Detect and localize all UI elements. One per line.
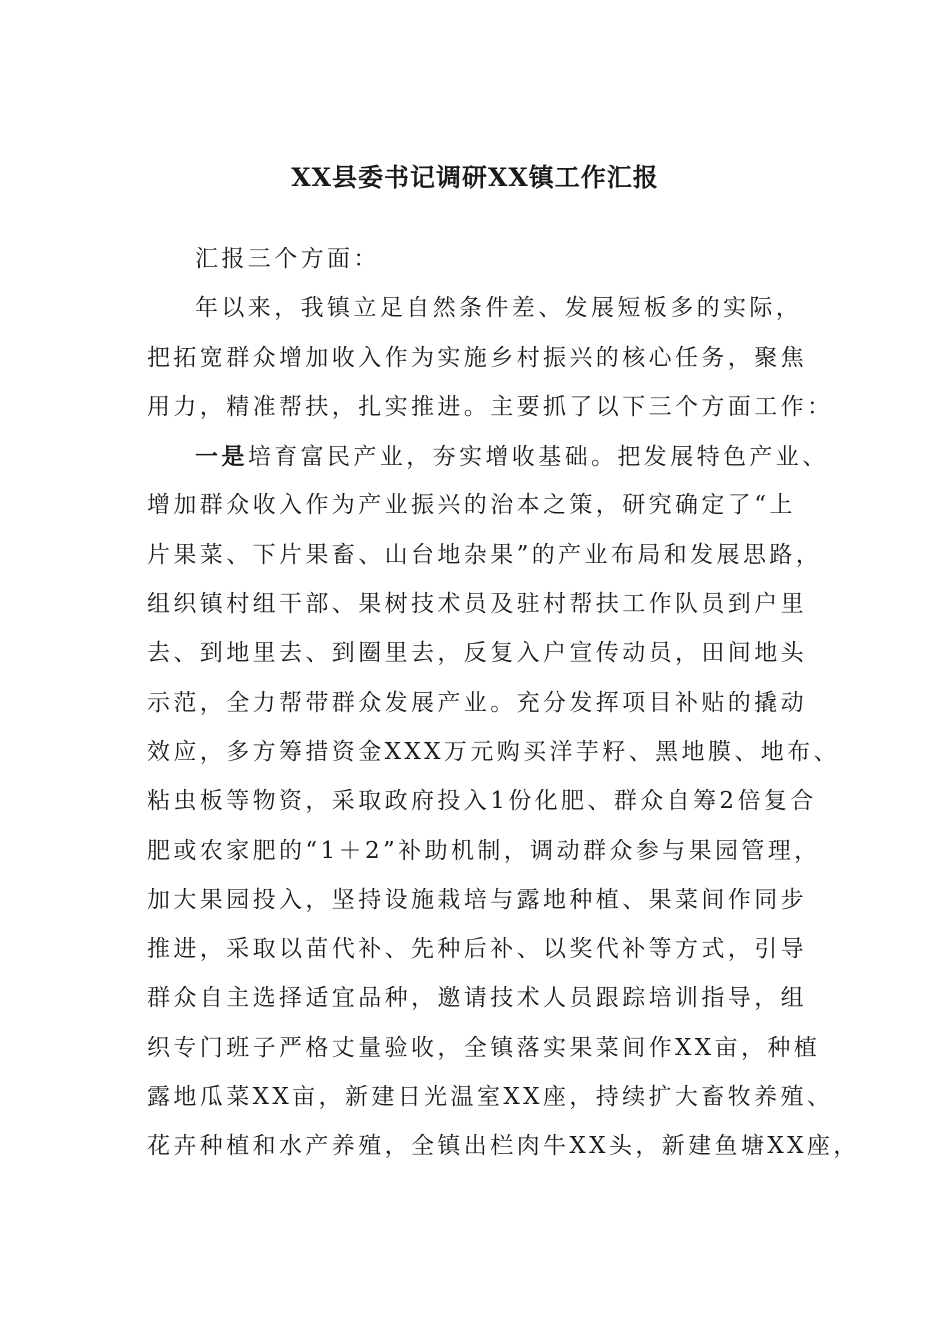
paragraph-line: 效应，多方筹措资金XXX万元购买洋芋籽、黑地膜、地布、 — [147, 738, 840, 765]
paragraph-line: 露地瓜菜XX亩，新建日光温室XX座，持续扩大畜牧养殖、 — [147, 1084, 834, 1111]
paragraph-line: 片果菜、下片果畜、山台地杂果”的产业布局和发展思路， — [147, 541, 823, 568]
paragraph-line: 把拓宽群众增加收入作为实施乡村振兴的核心任务，聚焦 — [147, 344, 807, 371]
document-title: XX县委书记调研XX镇工作汇报 — [291, 163, 659, 192]
paragraph-line: 用力，精准帮扶，扎实推进。主要抓了以下三个方面工作： — [147, 393, 834, 420]
paragraph-1 — [147, 284, 834, 432]
paragraph-line: 肥或农家肥的“1＋2”补助机制，调动群众参与果园管理， — [147, 837, 821, 864]
paragraph-line: 示范，全力帮带群众发展产业。充分发挥项目补贴的撬动 — [147, 689, 807, 716]
paragraph-2 — [147, 432, 860, 1171]
document-body — [147, 235, 860, 1172]
paragraph-line: 推进，采取以苗代补、先种后补、以奖代补等方式，引导 — [147, 936, 807, 963]
paragraph-first-line — [147, 432, 829, 481]
paragraph-line: 组织镇村组干部、果树技术员及驻村帮扶工作队员到户里 — [147, 591, 807, 618]
intro-line: 汇报三个方面： — [195, 246, 380, 272]
paragraph-line: 织专门班子严格丈量验收，全镇落实果菜间作XX亩，种植 — [147, 1034, 821, 1061]
paragraph-line: 花卉种植和水产养殖，全镇出栏肉牛XX头，新建鱼塘XX座， — [147, 1133, 860, 1160]
paragraph-line: 去、到地里去、到圈里去，反复入户宣传动员，田间地头 — [147, 640, 807, 667]
paragraph-lead: 一是 — [195, 443, 248, 471]
paragraph-line: 群众自主选择适宜品种，邀请技术人员跟踪培训指导，组 — [147, 985, 807, 1012]
paragraph-line: 增加群众收入作为产业振兴的治本之策，研究确定了“上 — [147, 492, 796, 519]
paragraph-line: 年以来，我镇立足自然条件差、发展短板多的实际， — [195, 295, 803, 322]
paragraph-line: 粘虫板等物资，采取政府投入1份化肥、群众自筹2倍复合 — [147, 788, 817, 815]
paragraph-line: 加大果园投入，坚持设施栽培与露地种植、果菜间作同步 — [147, 886, 807, 913]
paragraph-line-rest: 培育富民产业，夯实增收基础。把发展特色产业、 — [247, 444, 829, 471]
